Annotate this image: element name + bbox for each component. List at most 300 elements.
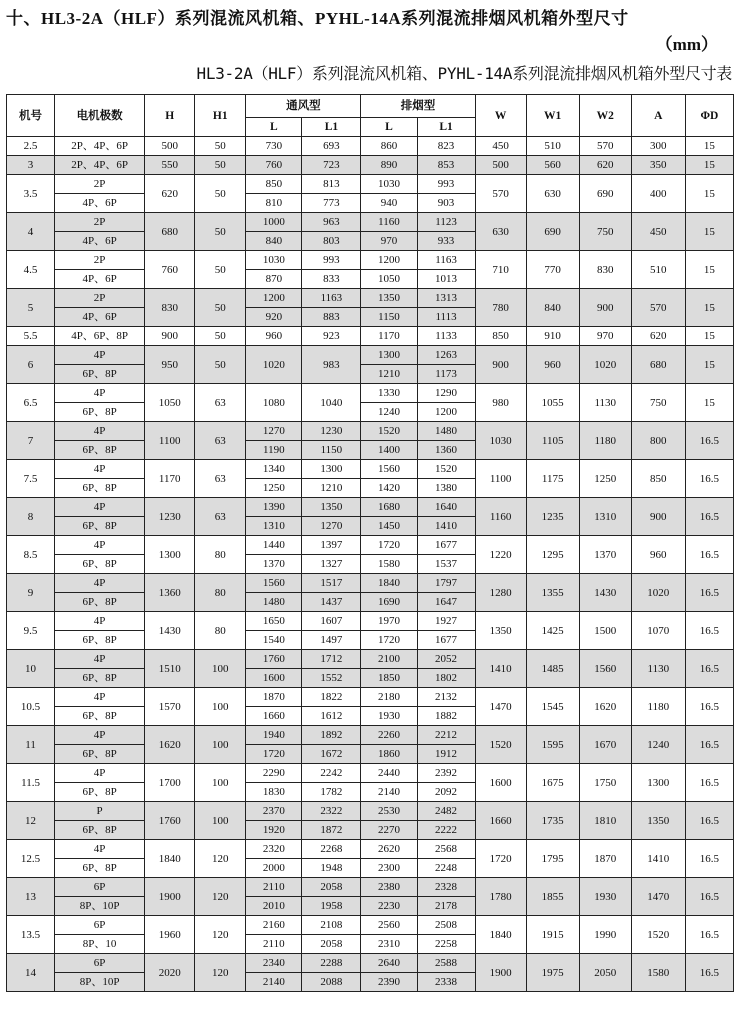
cell-tongfeng-l: 760 (246, 156, 302, 175)
header-h: H (145, 95, 195, 137)
cell-motor-poles: 6P、8P (55, 783, 145, 802)
cell-motor-poles: 4P (55, 536, 145, 555)
cell-w: 780 (475, 289, 526, 327)
cell-tongfeng-l: 2010 (246, 897, 302, 916)
cell-w1: 1235 (526, 498, 579, 536)
cell-tongfeng-l: 920 (246, 308, 302, 327)
cell-tongfeng-l1: 1712 (302, 650, 361, 669)
cell-a: 1300 (631, 764, 685, 802)
cell-paiyan-l1: 2248 (417, 859, 475, 878)
cell-paiyan-l1: 2392 (417, 764, 475, 783)
cell-motor-poles: 8P、10 (55, 935, 145, 954)
cell-tongfeng-l: 870 (246, 270, 302, 289)
cell-paiyan-l1: 1927 (417, 612, 475, 631)
cell-motor-poles: 2P、4P、6P (55, 156, 145, 175)
cell-w1: 1975 (526, 954, 579, 992)
cell-tongfeng-l: 2320 (246, 840, 302, 859)
cell-h: 1430 (145, 612, 195, 650)
cell-machine-no: 5.5 (7, 327, 55, 346)
cell-tongfeng-l1: 1672 (302, 745, 361, 764)
cell-h: 830 (145, 289, 195, 327)
cell-d: 15 (685, 384, 733, 422)
header-d: ΦD (685, 95, 733, 137)
cell-paiyan-l: 2440 (361, 764, 417, 783)
cell-d: 15 (685, 346, 733, 384)
cell-h1: 80 (195, 612, 246, 650)
cell-a: 900 (631, 498, 685, 536)
cell-paiyan-l1: 993 (417, 175, 475, 194)
cell-tongfeng-l: 2140 (246, 973, 302, 992)
cell-tongfeng-l1: 1612 (302, 707, 361, 726)
cell-machine-no: 8.5 (7, 536, 55, 574)
cell-h: 760 (145, 251, 195, 289)
cell-tongfeng-l1: 2058 (302, 878, 361, 897)
cell-tongfeng-l: 1030 (246, 251, 302, 270)
cell-tongfeng-l1: 803 (302, 232, 361, 251)
cell-w2: 830 (579, 251, 631, 289)
cell-paiyan-l1: 2508 (417, 916, 475, 935)
cell-tongfeng-l1: 2058 (302, 935, 361, 954)
cell-motor-poles: 4P、6P (55, 232, 145, 251)
cell-machine-no: 7 (7, 422, 55, 460)
cell-h1: 50 (195, 251, 246, 289)
cell-motor-poles: 4P (55, 650, 145, 669)
cell-w2: 1020 (579, 346, 631, 384)
cell-h1: 80 (195, 536, 246, 574)
cell-h1: 120 (195, 840, 246, 878)
cell-paiyan-l: 1720 (361, 631, 417, 650)
cell-tongfeng-l1: 1892 (302, 726, 361, 745)
cell-w1: 840 (526, 289, 579, 327)
cell-d: 16.5 (685, 650, 733, 688)
cell-tongfeng-l: 1080 (246, 384, 302, 422)
cell-a: 1520 (631, 916, 685, 954)
cell-w1: 1855 (526, 878, 579, 916)
cell-paiyan-l1: 2212 (417, 726, 475, 745)
table-row (7, 422, 734, 441)
header-w: W (475, 95, 526, 137)
table-row (7, 726, 734, 745)
cell-motor-poles: 6P、8P (55, 669, 145, 688)
cell-w: 1600 (475, 764, 526, 802)
dimension-table (6, 94, 734, 992)
cell-paiyan-l: 2560 (361, 916, 417, 935)
cell-h1: 50 (195, 289, 246, 327)
cell-paiyan-l: 940 (361, 194, 417, 213)
cell-paiyan-l: 2620 (361, 840, 417, 859)
cell-h1: 50 (195, 137, 246, 156)
cell-a: 1470 (631, 878, 685, 916)
cell-w: 900 (475, 346, 526, 384)
cell-paiyan-l1: 2132 (417, 688, 475, 707)
header-h1: H1 (195, 95, 246, 137)
cell-tongfeng-l1: 1437 (302, 593, 361, 612)
cell-tongfeng-l: 810 (246, 194, 302, 213)
cell-w: 850 (475, 327, 526, 346)
cell-motor-poles: 4P (55, 688, 145, 707)
header-w2: W2 (579, 95, 631, 137)
cell-paiyan-l: 1160 (361, 213, 417, 232)
cell-w2: 900 (579, 289, 631, 327)
cell-a: 800 (631, 422, 685, 460)
cell-w: 1900 (475, 954, 526, 992)
cell-w1: 1675 (526, 764, 579, 802)
cell-tongfeng-l: 2340 (246, 954, 302, 973)
cell-d: 16.5 (685, 954, 733, 992)
cell-h1: 100 (195, 688, 246, 726)
cell-paiyan-l: 890 (361, 156, 417, 175)
cell-paiyan-l: 1930 (361, 707, 417, 726)
cell-w: 1350 (475, 612, 526, 650)
cell-machine-no: 10.5 (7, 688, 55, 726)
cell-motor-poles: 4P (55, 346, 145, 365)
cell-tongfeng-l: 2370 (246, 802, 302, 821)
cell-h: 1300 (145, 536, 195, 574)
cell-w1: 690 (526, 213, 579, 251)
cell-paiyan-l1: 1802 (417, 669, 475, 688)
cell-tongfeng-l1: 1517 (302, 574, 361, 593)
cell-a: 350 (631, 156, 685, 175)
cell-a: 1020 (631, 574, 685, 612)
cell-w2: 570 (579, 137, 631, 156)
cell-paiyan-l1: 1200 (417, 403, 475, 422)
cell-h: 1900 (145, 878, 195, 916)
cell-paiyan-l1: 1882 (417, 707, 475, 726)
cell-tongfeng-l: 1870 (246, 688, 302, 707)
cell-tongfeng-l1: 1327 (302, 555, 361, 574)
cell-d: 16.5 (685, 612, 733, 650)
cell-machine-no: 12 (7, 802, 55, 840)
cell-w1: 1425 (526, 612, 579, 650)
cell-motor-poles: 4P (55, 840, 145, 859)
cell-machine-no: 2.5 (7, 137, 55, 156)
cell-d: 16.5 (685, 840, 733, 878)
cell-w2: 1370 (579, 536, 631, 574)
cell-motor-poles: 6P、8P (55, 593, 145, 612)
cell-a: 1580 (631, 954, 685, 992)
cell-h: 1230 (145, 498, 195, 536)
cell-w1: 1105 (526, 422, 579, 460)
cell-paiyan-l1: 1313 (417, 289, 475, 308)
cell-motor-poles: 4P (55, 460, 145, 479)
cell-tongfeng-l1: 2268 (302, 840, 361, 859)
cell-motor-poles: 4P、6P (55, 308, 145, 327)
table-row (7, 137, 734, 156)
cell-w2: 970 (579, 327, 631, 346)
cell-paiyan-l: 1300 (361, 346, 417, 365)
cell-w2: 1930 (579, 878, 631, 916)
cell-motor-poles: 6P、8P (55, 479, 145, 498)
cell-tongfeng-l: 1830 (246, 783, 302, 802)
cell-motor-poles: 6P (55, 954, 145, 973)
cell-paiyan-l: 1520 (361, 422, 417, 441)
cell-w1: 1915 (526, 916, 579, 954)
cell-w1: 1295 (526, 536, 579, 574)
cell-tongfeng-l1: 1210 (302, 479, 361, 498)
cell-paiyan-l: 1420 (361, 479, 417, 498)
cell-w2: 1670 (579, 726, 631, 764)
cell-h1: 100 (195, 650, 246, 688)
header-paiyan-l: L (361, 118, 417, 137)
cell-paiyan-l: 970 (361, 232, 417, 251)
cell-a: 960 (631, 536, 685, 574)
cell-w1: 630 (526, 175, 579, 213)
cell-paiyan-l1: 1410 (417, 517, 475, 536)
cell-paiyan-l1: 2568 (417, 840, 475, 859)
cell-paiyan-l: 2310 (361, 935, 417, 954)
cell-d: 16.5 (685, 878, 733, 916)
cell-tongfeng-l1: 693 (302, 137, 361, 156)
cell-h: 1100 (145, 422, 195, 460)
cell-w1: 1735 (526, 802, 579, 840)
cell-d: 16.5 (685, 498, 733, 536)
cell-a: 1180 (631, 688, 685, 726)
cell-paiyan-l: 1860 (361, 745, 417, 764)
cell-h1: 120 (195, 916, 246, 954)
cell-w: 1520 (475, 726, 526, 764)
table-row (7, 954, 734, 973)
cell-tongfeng-l: 1660 (246, 707, 302, 726)
cell-paiyan-l1: 2588 (417, 954, 475, 973)
cell-w1: 1355 (526, 574, 579, 612)
cell-motor-poles: 4P、6P (55, 194, 145, 213)
cell-w2: 1310 (579, 498, 631, 536)
cell-h: 1760 (145, 802, 195, 840)
table-row (7, 156, 734, 175)
table-row (7, 916, 734, 935)
cell-h1: 80 (195, 574, 246, 612)
cell-h1: 50 (195, 156, 246, 175)
cell-tongfeng-l1: 2108 (302, 916, 361, 935)
cell-tongfeng-l: 1190 (246, 441, 302, 460)
cell-d: 16.5 (685, 460, 733, 498)
cell-motor-poles: 4P、6P (55, 270, 145, 289)
cell-h1: 120 (195, 954, 246, 992)
cell-tongfeng-l: 2160 (246, 916, 302, 935)
cell-w2: 1180 (579, 422, 631, 460)
table-row (7, 612, 734, 631)
table-row (7, 175, 734, 194)
cell-h: 950 (145, 346, 195, 384)
cell-tongfeng-l1: 883 (302, 308, 361, 327)
cell-paiyan-l1: 1677 (417, 631, 475, 650)
cell-tongfeng-l1: 1958 (302, 897, 361, 916)
table-row (7, 802, 734, 821)
cell-motor-poles: 4P (55, 612, 145, 631)
cell-paiyan-l1: 903 (417, 194, 475, 213)
cell-h: 1170 (145, 460, 195, 498)
cell-a: 850 (631, 460, 685, 498)
cell-paiyan-l1: 1163 (417, 251, 475, 270)
cell-tongfeng-l: 1370 (246, 555, 302, 574)
cell-paiyan-l1: 1520 (417, 460, 475, 479)
cell-a: 750 (631, 384, 685, 422)
header-tongfeng: 通风型 (246, 95, 361, 118)
cell-paiyan-l1: 1290 (417, 384, 475, 403)
cell-paiyan-l: 1210 (361, 365, 417, 384)
cell-tongfeng-l: 2290 (246, 764, 302, 783)
cell-motor-poles: 6P、8P (55, 555, 145, 574)
cell-paiyan-l: 1240 (361, 403, 417, 422)
cell-motor-poles: 2P (55, 251, 145, 270)
table-row (7, 764, 734, 783)
cell-motor-poles: 2P (55, 289, 145, 308)
cell-tongfeng-l1: 1040 (302, 384, 361, 422)
cell-d: 15 (685, 137, 733, 156)
cell-tongfeng-l: 1440 (246, 536, 302, 555)
cell-tongfeng-l: 1540 (246, 631, 302, 650)
cell-tongfeng-l1: 1607 (302, 612, 361, 631)
cell-machine-no: 6.5 (7, 384, 55, 422)
cell-tongfeng-l1: 1948 (302, 859, 361, 878)
cell-paiyan-l: 2180 (361, 688, 417, 707)
cell-w1: 960 (526, 346, 579, 384)
cell-h1: 100 (195, 726, 246, 764)
cell-d: 16.5 (685, 764, 733, 802)
cell-paiyan-l: 2390 (361, 973, 417, 992)
cell-w1: 770 (526, 251, 579, 289)
header-pole: 电机极数 (55, 95, 145, 137)
cell-h: 900 (145, 327, 195, 346)
cell-machine-no: 8 (7, 498, 55, 536)
cell-h: 1510 (145, 650, 195, 688)
cell-motor-poles: 4P (55, 726, 145, 745)
cell-paiyan-l1: 823 (417, 137, 475, 156)
cell-motor-poles: 8P、10P (55, 973, 145, 992)
cell-machine-no: 5 (7, 289, 55, 327)
table-row (7, 536, 734, 555)
cell-motor-poles: 6P (55, 916, 145, 935)
cell-w: 980 (475, 384, 526, 422)
cell-h: 620 (145, 175, 195, 213)
cell-a: 400 (631, 175, 685, 213)
cell-tongfeng-l: 1390 (246, 498, 302, 517)
cell-h: 500 (145, 137, 195, 156)
cell-tongfeng-l: 1020 (246, 346, 302, 384)
cell-machine-no: 14 (7, 954, 55, 992)
cell-tongfeng-l1: 1497 (302, 631, 361, 650)
cell-w: 1780 (475, 878, 526, 916)
cell-w: 1410 (475, 650, 526, 688)
table-row (7, 384, 734, 403)
cell-h1: 100 (195, 802, 246, 840)
cell-paiyan-l: 1170 (361, 327, 417, 346)
cell-a: 1240 (631, 726, 685, 764)
cell-paiyan-l: 2640 (361, 954, 417, 973)
cell-tongfeng-l1: 1230 (302, 422, 361, 441)
cell-paiyan-l1: 1537 (417, 555, 475, 574)
table-row (7, 346, 734, 365)
cell-machine-no: 3.5 (7, 175, 55, 213)
cell-d: 16.5 (685, 536, 733, 574)
cell-motor-poles: 6P、8P (55, 821, 145, 840)
cell-machine-no: 4.5 (7, 251, 55, 289)
cell-paiyan-l1: 2092 (417, 783, 475, 802)
cell-h: 1960 (145, 916, 195, 954)
cell-motor-poles: 6P (55, 878, 145, 897)
cell-h: 1840 (145, 840, 195, 878)
table-title: HL3-2A（HLF）系列混流风机箱、PYHL-14A系列混流排烟风机箱外型尺寸表 (196, 64, 732, 83)
cell-w: 1660 (475, 802, 526, 840)
cell-a: 680 (631, 346, 685, 384)
cell-w: 1100 (475, 460, 526, 498)
cell-paiyan-l1: 1013 (417, 270, 475, 289)
cell-tongfeng-l1: 723 (302, 156, 361, 175)
cell-w2: 2050 (579, 954, 631, 992)
cell-w: 1220 (475, 536, 526, 574)
cell-paiyan-l: 1560 (361, 460, 417, 479)
cell-w1: 1595 (526, 726, 579, 764)
cell-d: 16.5 (685, 574, 733, 612)
cell-tongfeng-l: 2110 (246, 878, 302, 897)
cell-machine-no: 13 (7, 878, 55, 916)
cell-motor-poles: 2P (55, 213, 145, 232)
cell-w: 630 (475, 213, 526, 251)
table-row (7, 327, 734, 346)
cell-w2: 690 (579, 175, 631, 213)
cell-machine-no: 11 (7, 726, 55, 764)
page-title-unit: （mm） (655, 35, 718, 54)
cell-d: 16.5 (685, 802, 733, 840)
cell-w: 1030 (475, 422, 526, 460)
cell-motor-poles: 6P、8P (55, 365, 145, 384)
cell-h1: 63 (195, 422, 246, 460)
header-w1: W1 (526, 95, 579, 137)
cell-paiyan-l: 1050 (361, 270, 417, 289)
table-row (7, 289, 734, 308)
table-row (7, 840, 734, 859)
cell-tongfeng-l: 1250 (246, 479, 302, 498)
cell-tongfeng-l1: 1150 (302, 441, 361, 460)
header-row (7, 95, 734, 118)
cell-tongfeng-l: 1920 (246, 821, 302, 840)
cell-a: 570 (631, 289, 685, 327)
cell-w1: 1545 (526, 688, 579, 726)
cell-paiyan-l: 2530 (361, 802, 417, 821)
cell-tongfeng-l1: 773 (302, 194, 361, 213)
page-title: 十、HL3-2A（HLF）系列混流风机箱、PYHL-14A系列混流排烟风机箱外型尺寸 (6, 9, 629, 28)
cell-machine-no: 9.5 (7, 612, 55, 650)
cell-h: 1050 (145, 384, 195, 422)
cell-tongfeng-l1: 2088 (302, 973, 361, 992)
cell-motor-poles: 6P、8P (55, 403, 145, 422)
cell-h: 680 (145, 213, 195, 251)
cell-tongfeng-l: 1560 (246, 574, 302, 593)
cell-h1: 63 (195, 384, 246, 422)
cell-d: 16.5 (685, 916, 733, 954)
cell-w: 570 (475, 175, 526, 213)
cell-w: 710 (475, 251, 526, 289)
cell-a: 1410 (631, 840, 685, 878)
cell-paiyan-l1: 2222 (417, 821, 475, 840)
cell-paiyan-l1: 2482 (417, 802, 475, 821)
cell-d: 15 (685, 156, 733, 175)
cell-paiyan-l: 1970 (361, 612, 417, 631)
cell-w1: 1485 (526, 650, 579, 688)
cell-tongfeng-l: 2110 (246, 935, 302, 954)
cell-tongfeng-l1: 1270 (302, 517, 361, 536)
cell-machine-no: 12.5 (7, 840, 55, 878)
header-tongfeng-l1: L1 (302, 118, 361, 137)
cell-h1: 120 (195, 878, 246, 916)
cell-tongfeng-l1: 1397 (302, 536, 361, 555)
cell-paiyan-l1: 2178 (417, 897, 475, 916)
cell-machine-no: 7.5 (7, 460, 55, 498)
cell-machine-no: 11.5 (7, 764, 55, 802)
cell-tongfeng-l1: 1782 (302, 783, 361, 802)
cell-machine-no: 13.5 (7, 916, 55, 954)
cell-paiyan-l: 1350 (361, 289, 417, 308)
